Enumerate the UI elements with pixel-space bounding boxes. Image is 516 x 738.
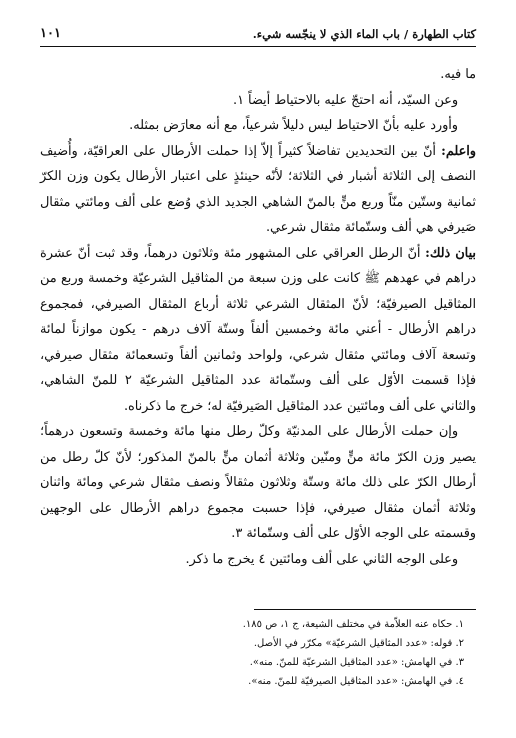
footnote-1: ١. حكاه عنه العلاّمة في مختلف الشيعة، ج ١، ص ١٨٥. [242,619,464,630]
page-number: ١٠١ [40,26,61,41]
paragraph-5-lead: بيان ذلك: [425,245,476,261]
footnote-divider [254,609,476,610]
footnote-3: ٣. في الهامش: «عدد المثاقيل الشرعيّة للمنّ. منه». [249,657,464,668]
footnote-2: ٢. قوله: «عدد المثاقيل الشرعيّة» مكرّر في الأصل. [253,638,464,649]
running-title: كتاب الطهارة / باب الماء الذي لا ينجّسه شيء. [252,27,476,41]
main-text [40,62,476,572]
paragraph-4 [40,139,476,241]
header-divider [40,46,476,47]
paragraph-4-text: أنّ بين التحديدين تفاضلاً كثيراً إلاّ إذا حملت الأرطال على العراقيّة، وأُضيف النصف إلى الثلاثة أشبار في الثلاثة؛ لأنّه حينئذٍ على اعتبار الأرطال يكون وزن الكرّ ثمانية وستّين منّاً وربع منٍّ بالمنّ الشاهي الجديد الذي وُضع على ألف ومائتي مثقال صَيرفي هي ألف وستّمائة مثقال شرعي. [40,143,476,235]
paragraph-7: وعلى الوجه الثاني على ألف ومائتين ٤ يخرج ما ذكر. [185,551,458,567]
paragraph-3: وأورد عليه بأنّ الاحتياط ليس دليلاً شرعياً، مع أنه معارَض بمثله. [129,118,458,133]
footnote-4: ٤. في الهامش: «عدد المثاقيل الصيرفيّة للمنّ. منه». [248,676,464,687]
paragraph-5 [40,241,476,420]
paragraph-4-lead: واعلم: [441,143,476,159]
footnotes [40,615,464,691]
paragraph-6: وإن حملت الأرطال على المدنيّة وكلّ رطل منها مائة وخمسة وتسعون درهماً؛ يصير وزن الكرّ مائة منٍّ ومنّين وثلاثة أثمان منٍّ بالمنّ المذكور؛ لأنّ كلّ رطل من أرطال الكرّ على ذلك مائة وستّة وثلاثون مثقالاً ونصف مثقال شرعي ومائة واثنان وثلاثة أثمان مثقال صيرفي، فإذا حسبت مجموع دراهم الأرطال على الوجهين وقسمته على الوجه الأوّل على ألف وستّمائة ٣. [40,424,476,541]
paragraph-1: ما فيه. [440,67,476,82]
paragraph-2: وعن السيّد، أنه احتجّ عليه بالاحتياط أيضاً ١. [233,92,458,108]
page-header [40,26,476,44]
paragraph-5-text: أنّ الرطل العراقي على المشهور مئة وثلاثون درهماً، وقد ثبت أنّ عشرة دراهم في عهدهم ﷺ كانت على وزن سبعة من المثاقيل الشرعيّة وخمسة وربع من المثاقيل الصيرفيّة؛ لأنّ المثقال الشرعي ثلاثة أرباع المثقال الصيرفي، فمجموع دراهم الأرطال - أعني مائة وخمسين ألفاً وستّة آلاف درهم - يكون موازناً لمائة وتسعة آلاف ومائتي مثقال شرعي، ولواحد وثمانين ألفاً وتسعمائة مثقال صيرفي، فإذا قسمت الأوّل على ألف وستّمائة عدد المثاقيل الشرعيّة ٢ للمنّ الشاهي، والثاني على ألف ومائتين عدد المثاقيل الصَيرفيّة له؛ خرج ما ذكرناه. [40,245,476,414]
